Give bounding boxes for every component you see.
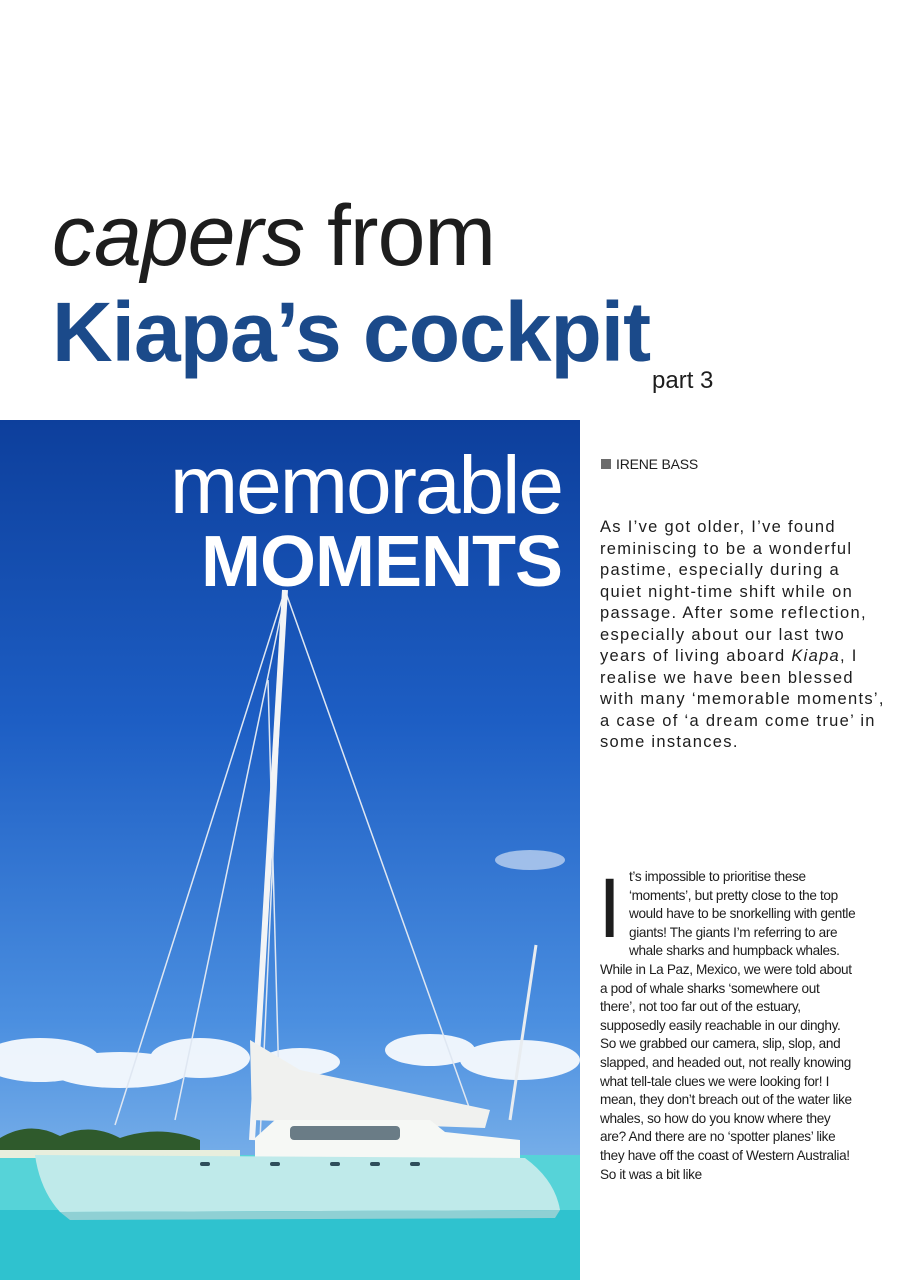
author-name: IRENE BASS — [616, 456, 699, 472]
photo-headline — [169, 440, 562, 602]
title-line-1-rest: from — [304, 188, 496, 284]
intro-text-end: , I realise we have been blessed with many ‘memorable moments’, a case of ‘a dream come true’ in some instances. — [600, 647, 885, 751]
byline-square-icon — [601, 459, 611, 469]
intro-boat-name: Kiapa — [791, 647, 841, 665]
byline — [601, 456, 698, 472]
title-italic-word: capers — [52, 188, 305, 284]
body-paragraph — [598, 861, 856, 1184]
catamaran-photo — [0, 420, 580, 1280]
intro-paragraph — [600, 517, 885, 754]
intro-text-start: As I’ve got older, I’ve found reminiscing to be a wonderful pastime, especially during a quiet night-time shift while on passage. After some reflection, especially about our last two years of living aboard — [600, 518, 867, 665]
title-line-2: Kiapa’s cockpit — [52, 285, 651, 379]
title-part-label: part 3 — [652, 367, 714, 394]
body-text: t’s impossible to prioritise these ‘moments’, but pretty close to the top would have to be snorkelling with gentle giants! The giants I’m referring to are whale sharks and humpback whales. While in La Paz, Mexico, we were told about a pod of whale sharks ‘somewhere out there’, not too far out of the estuary, supposedly easily reachable in our dinghy. So we grabbed our camera, slip, slop, and slapped, and headed out, not really knowing what tell-tale clues we were looking for! I mean, they don’t breach out of the water like whales, so how do you know where they are? And there are no ‘spotter planes’ like they have off the coast of Western Australia! So it was a bit like — [600, 869, 856, 1182]
title-line-1 — [52, 186, 495, 286]
headline-moments: MOMENTS — [201, 522, 562, 602]
headline-memorable: memorable — [169, 440, 562, 531]
drop-cap: I — [598, 861, 621, 955]
